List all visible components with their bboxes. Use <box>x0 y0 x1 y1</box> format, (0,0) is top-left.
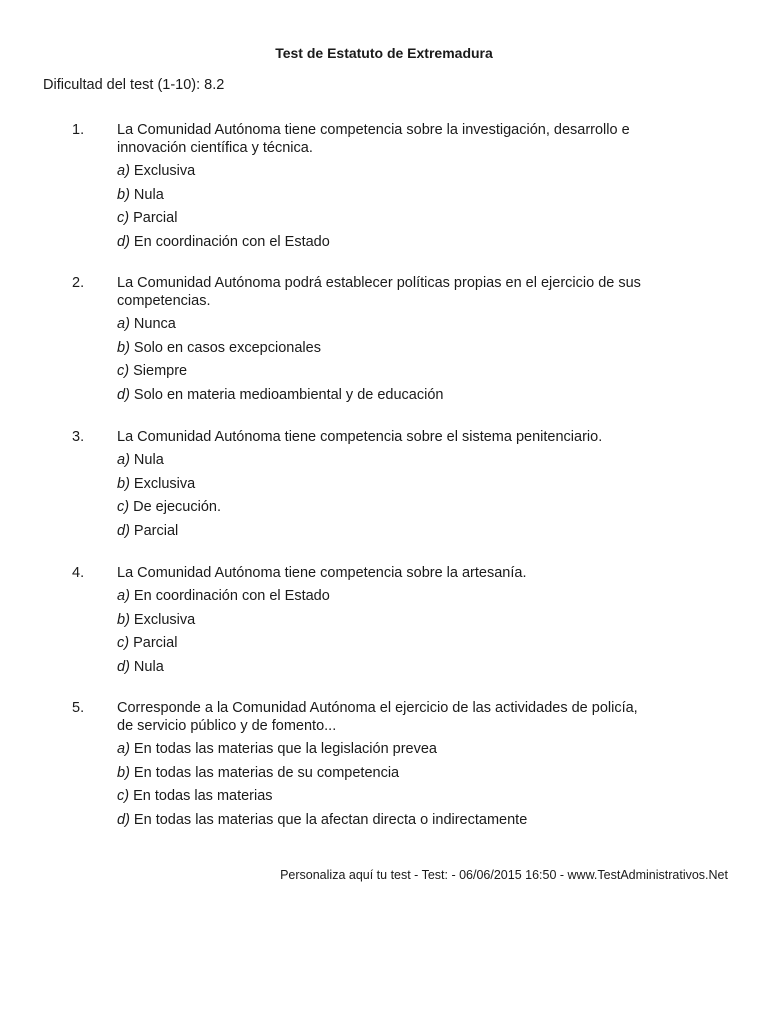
option-letter: b) <box>117 475 130 492</box>
answer-option-a <box>117 162 677 186</box>
option-letter: d) <box>117 386 130 403</box>
option-letter: d) <box>117 811 130 828</box>
answer-option-a <box>117 315 677 339</box>
option-text: Solo en casos excepcionales <box>129 339 321 356</box>
question-number: 2. <box>72 275 85 291</box>
option-letter: c) <box>117 499 130 516</box>
answer-option-d <box>117 811 677 835</box>
answer-option-b <box>117 186 677 210</box>
answer-option-d <box>117 233 677 257</box>
answer-options <box>117 587 677 681</box>
answer-option-b <box>117 475 677 499</box>
answer-option-c <box>117 362 677 386</box>
question-number: 5. <box>72 700 85 716</box>
option-text: En coordinación con el Estado <box>129 588 330 604</box>
option-letter: a) <box>117 452 130 468</box>
option-text: En todas las materias de su competencia <box>129 764 400 781</box>
option-text: En todas las materias que la afectan directa o indirectamente <box>129 811 528 828</box>
option-text: Exclusiva <box>129 475 196 492</box>
option-letter: b) <box>117 339 130 356</box>
answer-option-b <box>117 764 677 788</box>
option-letter: b) <box>117 186 130 203</box>
option-letter: d) <box>117 522 130 539</box>
answer-options <box>117 451 677 545</box>
option-letter: c) <box>117 635 130 652</box>
option-text: Nula <box>129 452 164 468</box>
question-text: La Comunidad Autónoma tiene competencia sobre la artesanía. <box>117 565 527 581</box>
option-text: Nula <box>129 186 164 203</box>
answer-options <box>117 315 677 409</box>
option-text: De ejecución. <box>129 499 221 516</box>
answer-option-a <box>117 740 677 764</box>
answer-option-d <box>117 522 677 546</box>
option-letter: c) <box>117 788 130 805</box>
option-text: En todas las materias que la legislación prevea <box>129 741 437 757</box>
option-letter: d) <box>117 233 130 250</box>
question-text: Corresponde a la Comunidad Autónoma el ejercicio de las actividades de policía, de servicio público y de fomento... <box>117 700 638 734</box>
option-text: Siempre <box>129 363 188 380</box>
option-letter: c) <box>117 363 130 380</box>
option-letter: c) <box>117 210 130 227</box>
answer-option-c <box>117 498 677 522</box>
answer-option-c <box>117 634 677 658</box>
answer-options <box>117 162 677 256</box>
option-text: En coordinación con el Estado <box>129 233 330 250</box>
option-letter: a) <box>117 741 130 757</box>
question-number: 4. <box>72 565 85 581</box>
answer-option-a <box>117 587 677 611</box>
option-text: Parcial <box>129 210 178 227</box>
option-text: Nula <box>129 658 164 675</box>
difficulty-rating: Dificultad del test (1-10): 8.2 <box>43 77 225 93</box>
answer-option-d <box>117 386 677 410</box>
option-text: Parcial <box>129 635 178 652</box>
footer-note: Personaliza aquí tu test - Test: - 06/06/2015 16:50 - www.TestAdministrativos.Net <box>280 868 728 882</box>
option-text: Parcial <box>129 522 179 539</box>
question-text: La Comunidad Autónoma podrá establecer políticas propias en el ejercicio de sus competencias. <box>117 275 641 309</box>
question-number: 1. <box>72 122 85 138</box>
option-text: Nunca <box>129 316 176 332</box>
question-text: La Comunidad Autónoma tiene competencia sobre el sistema penitenciario. <box>117 429 603 445</box>
option-text: En todas las materias <box>129 788 273 805</box>
option-letter: b) <box>117 764 130 781</box>
answer-option-a <box>117 451 677 475</box>
answer-option-d <box>117 658 677 682</box>
answer-options <box>117 740 677 834</box>
option-text: Exclusiva <box>129 163 196 179</box>
answer-option-c <box>117 209 677 233</box>
question-text: La Comunidad Autónoma tiene competencia sobre la investigación, desarrollo e innovación científica y técnica. <box>117 122 630 156</box>
option-letter: a) <box>117 316 130 332</box>
answer-option-b <box>117 611 677 635</box>
option-text: Exclusiva <box>129 611 196 628</box>
option-letter: b) <box>117 611 130 628</box>
option-letter: d) <box>117 658 130 675</box>
question-number: 3. <box>72 429 85 445</box>
option-text: Solo en materia medioambiental y de educación <box>129 386 444 403</box>
answer-option-b <box>117 339 677 363</box>
page-title: Test de Estatuto de Extremadura <box>275 45 493 61</box>
option-letter: a) <box>117 163 130 179</box>
option-letter: a) <box>117 588 130 604</box>
answer-option-c <box>117 787 677 811</box>
